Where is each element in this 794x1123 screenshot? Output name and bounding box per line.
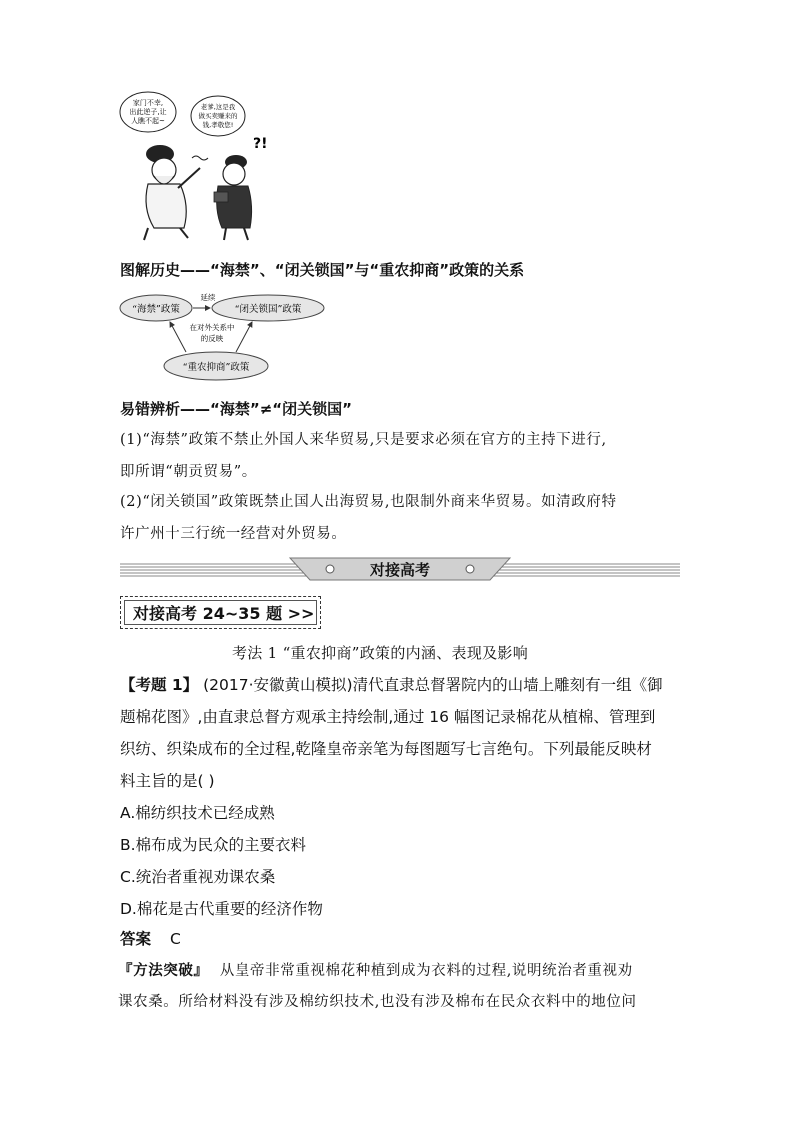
question-line-2: 题棉花图》,由直隶总督方观承主持绘制,通过 16 幅图记录棉花从植棉、管理到 — [120, 708, 656, 726]
section-heading-yicuo: 易错辨析——“海禁”≠“闭关锁国” — [120, 400, 353, 418]
edge-label-yanxu: 延续 — [200, 293, 216, 302]
bubble-left-line3: 人瞧不起~ — [131, 117, 165, 125]
question-text-1: (2017·安徽黄山模拟)清代直隶总督署院内的山墙上雕刻有一组《御 — [203, 676, 663, 694]
duijie-gaokao-label: 对接高考 24~35 题 >> — [124, 600, 317, 625]
question-line-3: 织纺、织染成布的全过程,乾隆皇帝亲笔为每图题写七言绝句。下列最能反映材 — [120, 740, 652, 758]
paragraph-2-line-1: (2)“闭关锁国”政策既禁止国人出海贸易,也限制外商来华贸易。如清政府特 — [120, 494, 617, 510]
duijie-gaokao-box — [120, 596, 321, 629]
section-heading-tujie: 图解历史——“海禁”、“闭关锁国”与“重农抑商”政策的关系 — [120, 261, 525, 279]
method-text-1: 从皇帝非常重视棉花种植到成为衣料的过程,说明统治者重视劝 — [219, 963, 633, 979]
answer-line — [120, 927, 181, 949]
policy-relationship-diagram — [118, 288, 328, 384]
method-line-1 — [118, 959, 633, 980]
node-zhongnong: “重农抑商”政策 — [182, 362, 250, 373]
banner-title: 对接高考 — [369, 561, 431, 579]
question-line-4: 料主旨的是( ) — [120, 772, 215, 790]
bubble-right-line1: 老爹,这是我 — [200, 103, 236, 111]
question-line-1 — [120, 673, 663, 695]
bubble-left-line1: 家门不幸, — [132, 99, 164, 107]
edge-label-mid-2: 的反映 — [200, 334, 224, 343]
option-d: D.棉花是古代重要的经济作物 — [120, 900, 323, 918]
node-biguan: “闭关锁国”政策 — [234, 304, 302, 315]
answer-label: 答案 — [120, 930, 152, 948]
cartoon-illustration — [118, 88, 278, 246]
banner-divider — [120, 556, 680, 582]
paragraph-1-line-1: (1)“海禁”政策不禁止外国人来华贸易,只是要求必须在官方的主持下进行, — [120, 432, 607, 448]
kaofa-title: 考法 1 “重农抑商”政策的内涵、表现及影响 — [232, 644, 529, 662]
bubble-right-line2: 做买卖赚来的 — [198, 112, 238, 120]
option-b: B.棉布成为民众的主要衣料 — [120, 836, 307, 854]
paragraph-1-line-2: 即所谓“朝贡贸易”。 — [120, 464, 257, 480]
paragraph-2-line-2: 许广州十三行统一经营对外贸易。 — [120, 526, 347, 542]
answer-value: C — [169, 930, 181, 948]
method-line-2: 课农桑。所给材料没有涉及棉纺织技术,也没有涉及棉布在民众衣料中的地位问 — [118, 994, 637, 1010]
option-c: C.统治者重视劝课农桑 — [120, 868, 276, 886]
option-a: A.棉纺织技术已经成熟 — [120, 804, 275, 822]
edge-label-mid-1: 在对外关系中 — [189, 323, 235, 332]
question-tag: 【考题 1】 — [120, 676, 199, 694]
node-haijin: “海禁”政策 — [132, 304, 180, 315]
exclaim-mark: ?! — [253, 136, 268, 152]
bubble-left-line2: 出此逆子,让 — [129, 108, 167, 116]
bubble-right-line3: 钱,孝敬您! — [202, 121, 234, 129]
method-label: 『方法突破』 — [118, 963, 209, 979]
